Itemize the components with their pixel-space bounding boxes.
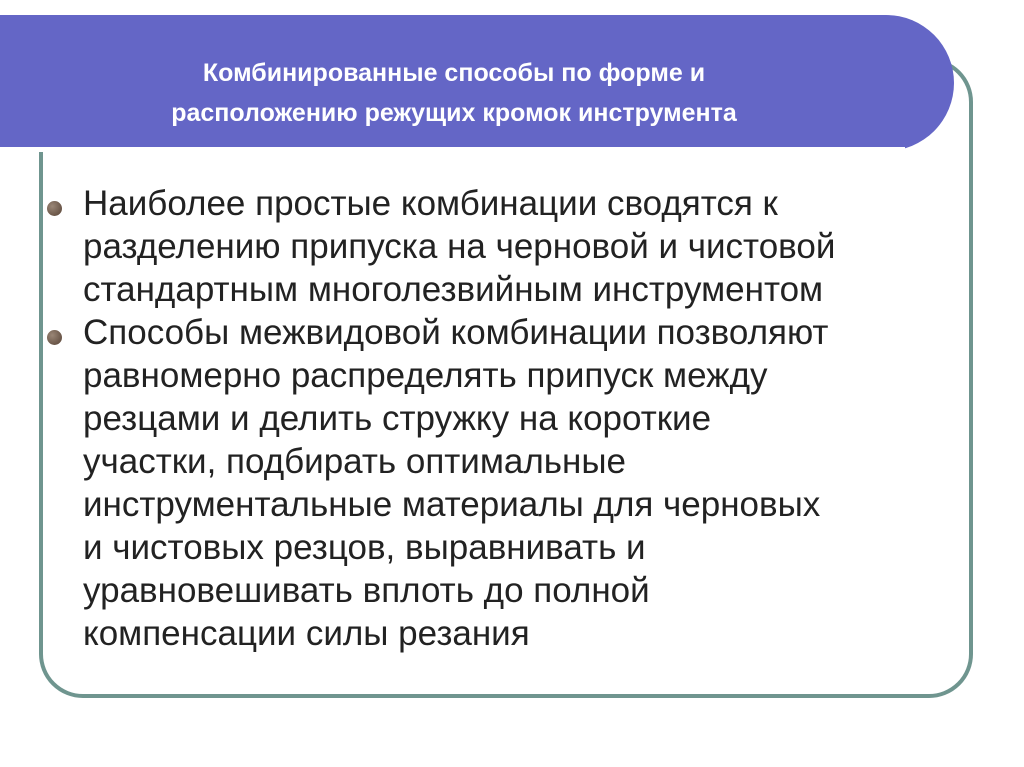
bullet-2-line-6: и чистовых резцов, выравнивать и — [83, 528, 646, 567]
title-banner — [0, 15, 954, 151]
bullet-2-line-5: инструментальные материалы для черновых — [83, 485, 821, 524]
bullet-2-line-8: компенсации силы резания — [83, 614, 530, 653]
bullet-2-line-4: участки, подбирать оптимальные — [83, 442, 626, 481]
bullet-2-line-1: Способы межвидовой комбинации позволяют — [83, 313, 829, 352]
title-underline — [0, 147, 905, 152]
bullet-1-line-2: разделению припуска на черновой и чистовой — [83, 227, 836, 266]
bullet-dot-icon — [47, 330, 62, 345]
bullet-list — [46, 182, 946, 655]
bullet-1-line-1: Наиболее простые комбинации сводятся к — [83, 184, 778, 223]
bullet-dot-icon — [47, 201, 62, 216]
bullet-2-line-3: резцами и делить стружку на короткие — [83, 399, 712, 438]
bullet-item-1 — [46, 182, 946, 311]
bullet-1-line-3: стандартным многолезвийным инструментом — [83, 270, 824, 309]
title-line-1: Комбинированные способы по форме и — [202, 59, 706, 87]
bullet-2-line-2: равномерно распределять припуск между — [83, 356, 768, 395]
bullet-2-line-7: уравновешивать вплоть до полной — [83, 571, 650, 610]
slide-title — [20, 53, 888, 133]
title-line-2: расположению режущих кромок инструмента — [171, 99, 737, 127]
bullet-item-2 — [46, 311, 946, 655]
